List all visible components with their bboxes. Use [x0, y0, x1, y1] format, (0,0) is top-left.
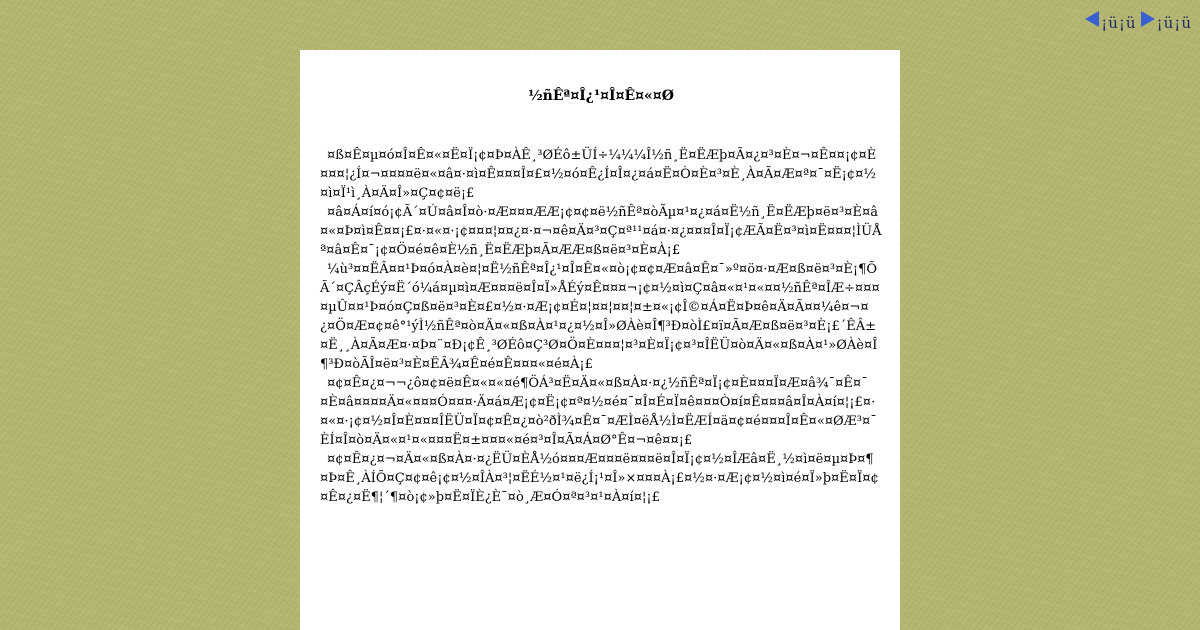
- previous-page-label: ¡ü¡ü: [1101, 14, 1137, 32]
- next-page-link[interactable]: [1141, 10, 1192, 32]
- document-page: [300, 50, 900, 630]
- right-triangle-arrow-icon: [1141, 11, 1155, 27]
- paragraph: ¼ù³¤¤ËÂ¤¤¹Þ¤ó¤À¤è¤¦¤Ë½ñÊª¤Î¿¹¤Î¤Ê¤«¤ò¡¢¤¢¤Æ¤â¤Ê¤¯»º¤ö¤·¤Æ¤ß¤ë¤³¤È¡¶ÕÃ´¤ÇÂçÉý¤Ë´ó¼á¤µ¤ì¤Æ¤¤¤ë¤Î¤Ï»ÅÉý¤Ê¤¤¤¬¡¢¤½¤ì¤Ç¤â¤«¤¹¤«¤¤½ñÊª¤ÎÆ÷¤¤¤¤µÛ¤¤¹Þ¤ó¤Ç¤ß¤ë¤³¤È¤£¤½¤·¤Æ¡¢¤É¤¦¤¤¦¤¤¦¤±¤«¡¢Î©¤Á¤Ë¤Þ¤ê¤Ä¤Ã¤¤¼ê¤¬¤¿¤Ö¤Æ¤¢¤ê°¹ýÌ½ñÊª¤ò¤Ä¤«¤ß¤À¤¹¤¿¤½¤Î»ØÀè¤Î¶³Ð¤òÌ£¤ï¤Ã¤Æ¤ß¤ë¤³¤È¡£´ÊÂ±¤Ë¸¸À¤Ã¤Æ¤·¤Þ¤¨¤Ð¡¢Ê¸³ØÉô¤Ç³Ø¤Ö¤È¤¤¤¦¤³¤È¤Ï¡¢¤³¤ÎËÜ¤ò¤Ä¤«¤ß¤À¤¹»ØÀè¤Î¶³Ð¤òÃÎ¤ë¤³¤È¤ËÂ¾¤Ê¤é¤Ê¤¤¤«¤é¤À¡£: [320, 262, 880, 372]
- paragraph: ¤ß¤Ê¤µ¤ó¤Î¤Ê¤«¤Ë¤Ï¡¢¤Þ¤ÀÊ¸³ØÉô±ÜÍ÷¼¼¼Î½ñ¸Ë¤ËÆþ¤Ã¤¿¤³¤È¤¬¤Ê¤¤¡¢¤È¤¤¤¦¿Í¤¬¤¤¤¤ë¤«¤â¤·¤ì¤Ê¤¤¤Î¤£¤½¤ó¤Ê¿Í¤Î¤¿¤á¤Ë¤Ò¤È¤³¤È¸À¤Ã¤Æ¤ª¤¯¤Ë¡¢¤½¤ì¤Ï¹ì¸À¤Ä¤Î»¤Ç¤¢¤ë¡£: [320, 148, 877, 201]
- document-body: [320, 146, 882, 507]
- left-triangle-arrow-icon: [1085, 11, 1099, 27]
- paragraph: ¤¢¤Ê¤¿¤¬¤Ä¤«¤ß¤À¤·¤¿ËÜ¤ÈÅ½ó¤¤¤Æ¤¤¤ë¤¤¤ë¤Î¤Ï¡¢¤½¤ÎÆâ¤Ë¸½¤ì¤ë¤µ¤Þ¤¶¤Þ¤Ê¸ÀÍÕ¤Ç¤¢¤ê¡¢¤½¤ÎÀ¤³¦¤ËÉ½¤¹¤ë¿Í¡¹¤Î»×¤¤¤À¡£¤½¤·¤Æ¡¢¤½¤ì¤é¤Ï»þ¤Ë¤Ï¤¢¤Ê¤¿¤Ë¶¦´¶¤ò¡¢»þ¤Ë¤ÏÈ¿È¯¤ò¸Æ¤Ó¤ª¤³¤¹¤À¤í¤¦¡£: [320, 452, 879, 505]
- paragraph: ¤â¤Á¤í¤ó¡¢Ã´¤Ú¤â¤Î¤ò·¤Æ¤¤¤ÆÆ¡¢¤¢¤ë½ñÊª¤òÃµ¤¹¤¿¤á¤Ë½ñ¸Ë¤ËÆþ¤ë¤³¤È¤â¤«¤Þ¤ì¤Ê¤¤¡£¤·¤«¤·¡¢¤¤¤¦¤¤¿¤·¤¬¤ê¤Ä¤³¤Ç¤ª¹¹¤á¤·¤¿¤¤¤Î¤Ï¡¢ÆÃ¤Ë¤³¤ì¤Ë¤¤¤¦ÌÜÅª¤â¤Ê¤¯¡¢¤Ö¤é¤ê¤È½ñ¸Ë¤ËÆþ¤Ã¤ÆÆ¤ß¤ë¤³¤È¤À¡£: [320, 205, 882, 258]
- next-page-label: ¡ü¡ü: [1156, 14, 1192, 32]
- page-navigation: [1085, 10, 1192, 32]
- document-title: ½ñÊª¤Î¿¹¤Î¤Ê¤«¤Ø: [528, 88, 674, 104]
- paragraph: ¤¢¤Ê¤¿¤¬¬¿ô¤¢¤ë¤Ê¤«¤«¤é¶ÖÁ³¤Ë¤Ä¤«¤ß¤À¤·¤¿½ñÊª¤Ï¡¢¤È¤¤¤Ï¤Æ¤â¾¯¤Ê¤¯¤È¤â¤¤¤¤Ä¤«¤¤¤Ó¤¤¤·Ä¤á¤Æ¡¢¤Ë¡¢¤ª¤½¤é¤¯¤Î¤É¤Ï¤ê¤¤¤Ò¤í¤Ê¤¤¤â¤Î¤À¤í¤¦¡£¤·¤«¤·¡¢¤½¤Î¤È¤¤¤ÎËÜ¤Ï¤¢¤Ê¤¿¤ò²ðÌ¾¤Ê¤¯¤ÆÌ¤ëÅ½Ì¤ËÆÍ¤ä¤¢¤é¤¤¤Î¤Ê¤«¤ØÆ³¤¯ÈÍ¤Î¤ò¤Ä¤«¤¹¤«¤¤¤Ë¤±¤¤¤«¤é¤³¤Î¤Ã¤Á¤Ø°Ê¤¬¤ê¤¤¡£: [320, 376, 877, 448]
- previous-page-link[interactable]: [1085, 10, 1136, 32]
